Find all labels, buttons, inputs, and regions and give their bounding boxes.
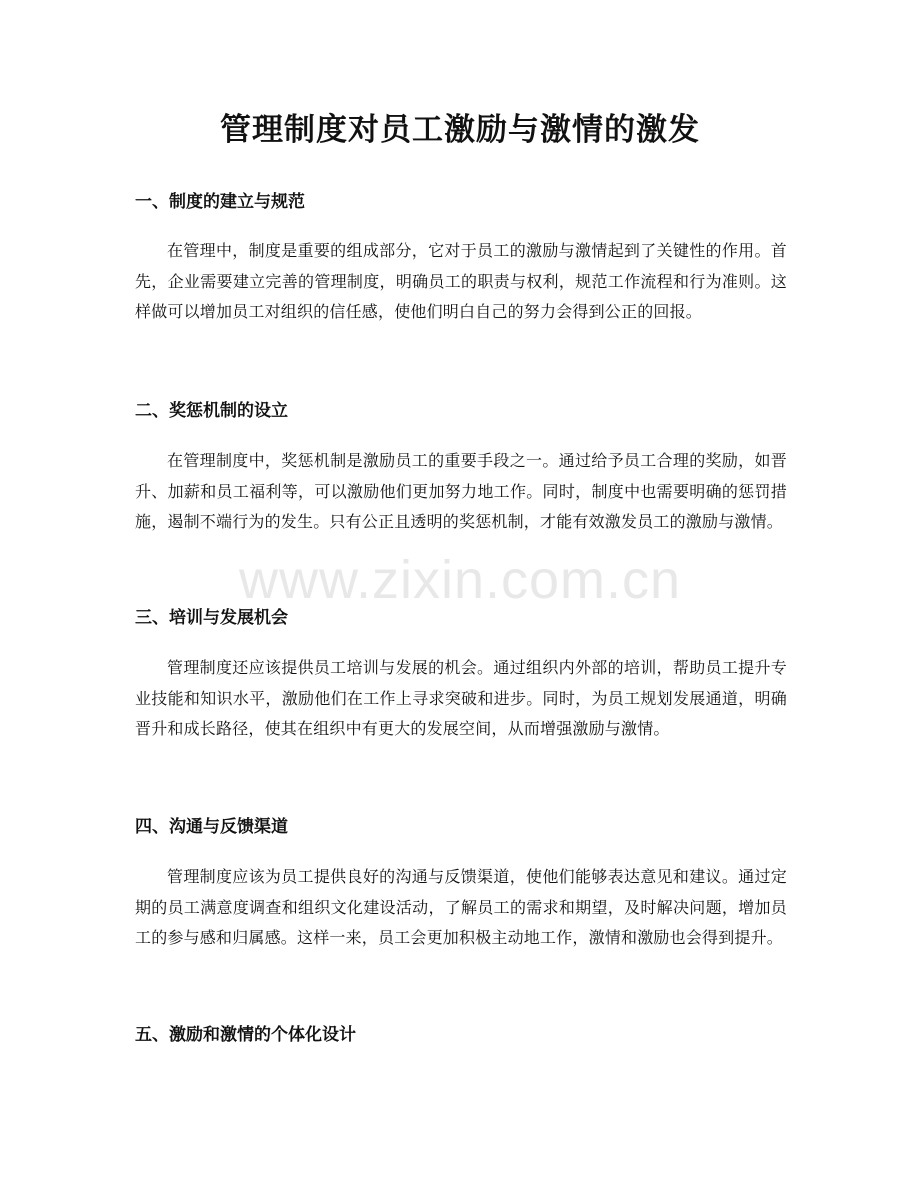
section-paragraph-3: 管理制度还应该提供员工培训与发展的机会。通过组织内外部的培训，帮助员工提升专业技能和知识水平，激励他们在工作上寻求突破和进步。同时，为员工规划发展通道，明确晋升和成长路径，使其在组织中有更大的发展空间，从而增强激励与激情。 — [135, 658, 787, 738]
section-heading-4: 四、沟通与反馈渠道 — [135, 817, 288, 837]
section-paragraph-1: 在管理中，制度是重要的组成部分，它对于员工的激励与激情起到了关键性的作用。首先，企业需要建立完善的管理制度，明确员工的职责与权利，规范工作流程和行为准则。这样做可以增加员工对组织的信任感，使他们明白自己的努力会得到公正的回报。 — [135, 241, 787, 321]
watermark: www.zixin.com.cn — [238, 550, 682, 610]
section-heading-1: 一、制度的建立与规范 — [135, 192, 305, 212]
section-heading-5: 五、激励和激情的个体化设计 — [135, 1025, 356, 1045]
section-heading-2: 二、奖惩机制的设立 — [135, 401, 288, 421]
section-paragraph-4: 管理制度应该为员工提供良好的沟通与反馈渠道，使他们能够表达意见和建议。通过定期的员工满意度调查和组织文化建设活动，了解员工的需求和期望，及时解决问题，增加员工的参与感和归属感。这样一来，员工会更加积极主动地工作，激情和激励也会得到提升。 — [135, 867, 787, 947]
section-paragraph-2: 在管理制度中，奖惩机制是激励员工的重要手段之一。通过给予员工合理的奖励，如晋升、加薪和员工福利等，可以激励他们更加努力地工作。同时，制度中也需要明确的惩罚措施，遏制不端行为的发生。只有公正且透明的奖惩机制，才能有效激发员工的激励与激情。 — [135, 451, 787, 531]
document-title: 管理制度对员工激励与激情的激发 — [220, 112, 700, 148]
section-heading-3: 三、培训与发展机会 — [135, 608, 288, 628]
